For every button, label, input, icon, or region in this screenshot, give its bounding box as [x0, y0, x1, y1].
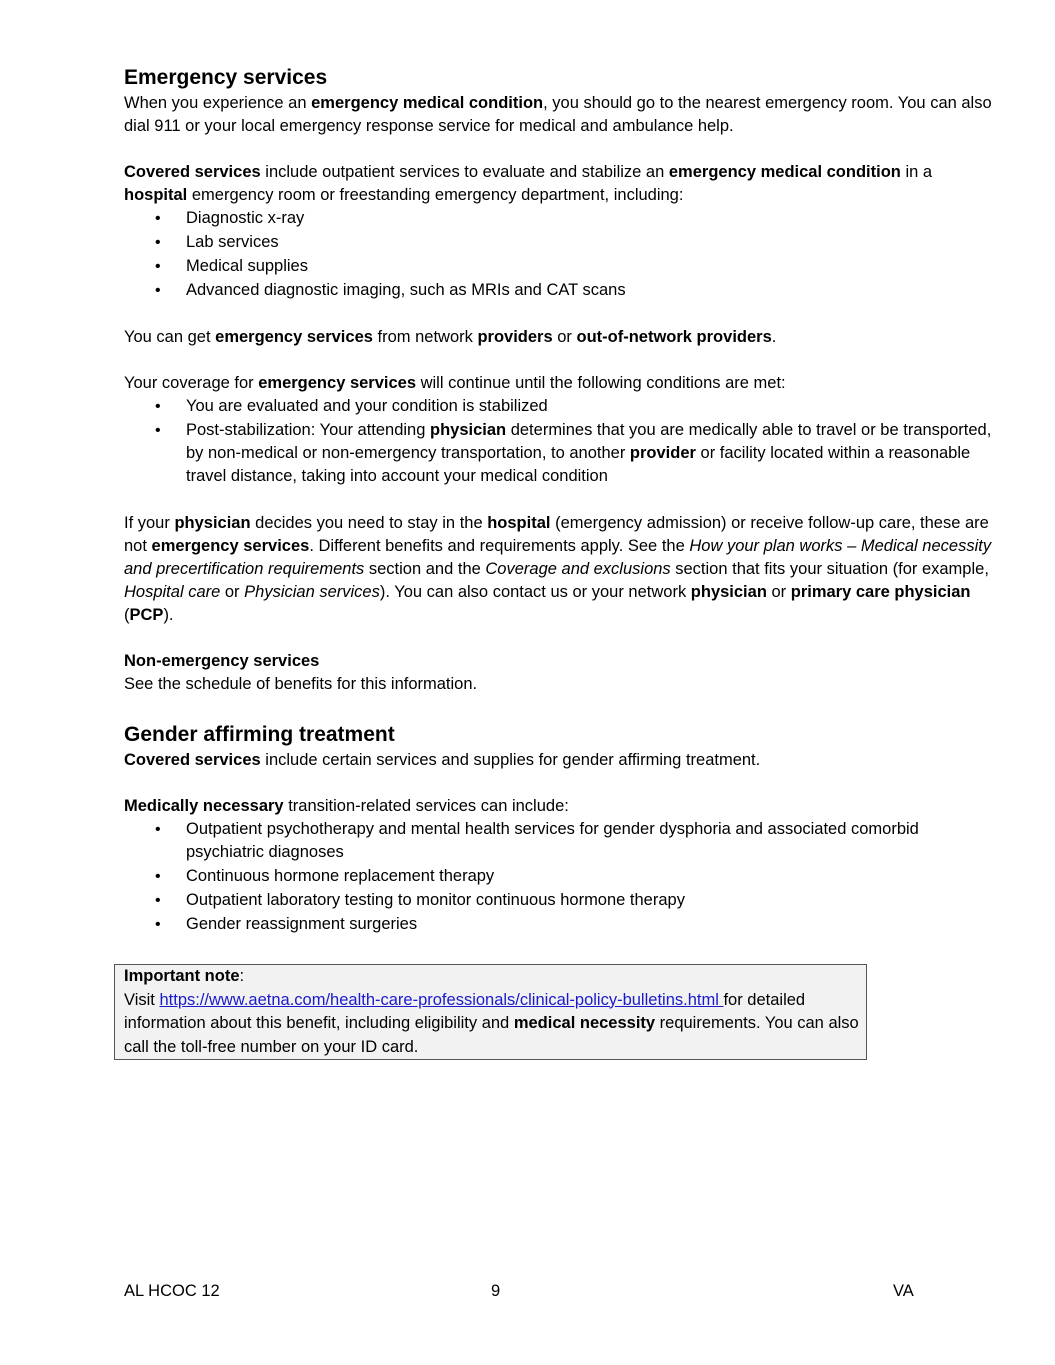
- clinical-policy-bulletins-link[interactable]: https://www.aetna.com/health-care-professionals/clinical-policy-bulletins.html: [159, 990, 724, 1009]
- list-item: • Continuous hormone replacement therapy: [186, 865, 994, 888]
- list-item: • You are evaluated and your condition is stabilized: [186, 395, 994, 418]
- list-item: • Outpatient psychotherapy and mental health services for gender dysphoria and associated comorbid psychiatric diagnoses: [186, 818, 994, 864]
- list-item: • Advanced diagnostic imaging, such as MRIs and CAT scans: [186, 279, 994, 302]
- gender-affirming-heading: Gender affirming treatment: [124, 723, 395, 746]
- list-item: • Diagnostic x-ray: [186, 207, 994, 230]
- gender-covered-paragraph: Covered services include certain services and supplies for gender affirming treatment.: [124, 751, 761, 769]
- list-item: • Outpatient laboratory testing to monitor continuous hormone therapy: [186, 889, 994, 912]
- non-emergency-heading: Non-emergency services: [124, 652, 320, 670]
- list-item: • Post-stabilization: Your attending physician determines that you are medically able to travel or be transported, by non-medical or non-emergency transportation, to another provider or facility located within a reasonable travel distance, taking into account your medical condition: [186, 419, 994, 488]
- coverage-continuation-paragraph: Your coverage for emergency services will continue until the following conditions are met:: [124, 374, 786, 392]
- covered-services-paragraph: Covered services include outpatient services to evaluate and stabilize an emergency medical condition in a hospital emergency room or freestanding emergency department, including:: [124, 163, 933, 204]
- footer-state: VA: [893, 1282, 914, 1300]
- non-emergency-text: See the schedule of benefits for this information.: [124, 675, 478, 693]
- coverage-conditions-list: [124, 395, 994, 488]
- important-note-text: Visit https://www.aetna.com/health-care-professionals/clinical-policy-bulletins.html for detailed information about this benefit, including eligibility and medical necessity requirements. You can also call the toll-free number on your ID card.: [124, 990, 859, 1056]
- providers-paragraph: You can get emergency services from network providers or out-of-network providers.: [124, 328, 777, 346]
- transition-services-list: [124, 818, 994, 936]
- emergency-intro-paragraph: When you experience an emergency medical condition, you should go to the nearest emergency room. You can also dial 911 or your local emergency response service for medical and ambulance help.: [124, 94, 992, 135]
- emergency-services-heading: Emergency services: [124, 66, 328, 89]
- important-note-title: Important note:: [124, 967, 245, 985]
- follow-up-care-paragraph: If your physician decides you need to stay in the hospital (emergency admission) or receive follow-up care, these are not emergency services. Different benefits and requirements apply. See the How your plan works – Medical necessity and precertification requirements section and the Coverage and exclusions section that fits your situation (for example, Hospital care or Physician services). You can also contact us or your network physician or primary care physician (PCP).: [124, 514, 992, 624]
- medically-necessary-paragraph: Medically necessary transition-related services can include:: [124, 797, 569, 815]
- footer-page-number: 9: [491, 1282, 501, 1300]
- important-note-box: [114, 964, 867, 1060]
- list-item: • Lab services: [186, 231, 994, 254]
- document-page: [124, 64, 994, 937]
- list-item: • Medical supplies: [186, 255, 994, 278]
- list-item: • Gender reassignment surgeries: [186, 913, 994, 936]
- footer-document-code: AL HCOC 12: [124, 1282, 220, 1300]
- covered-services-list: [124, 207, 994, 302]
